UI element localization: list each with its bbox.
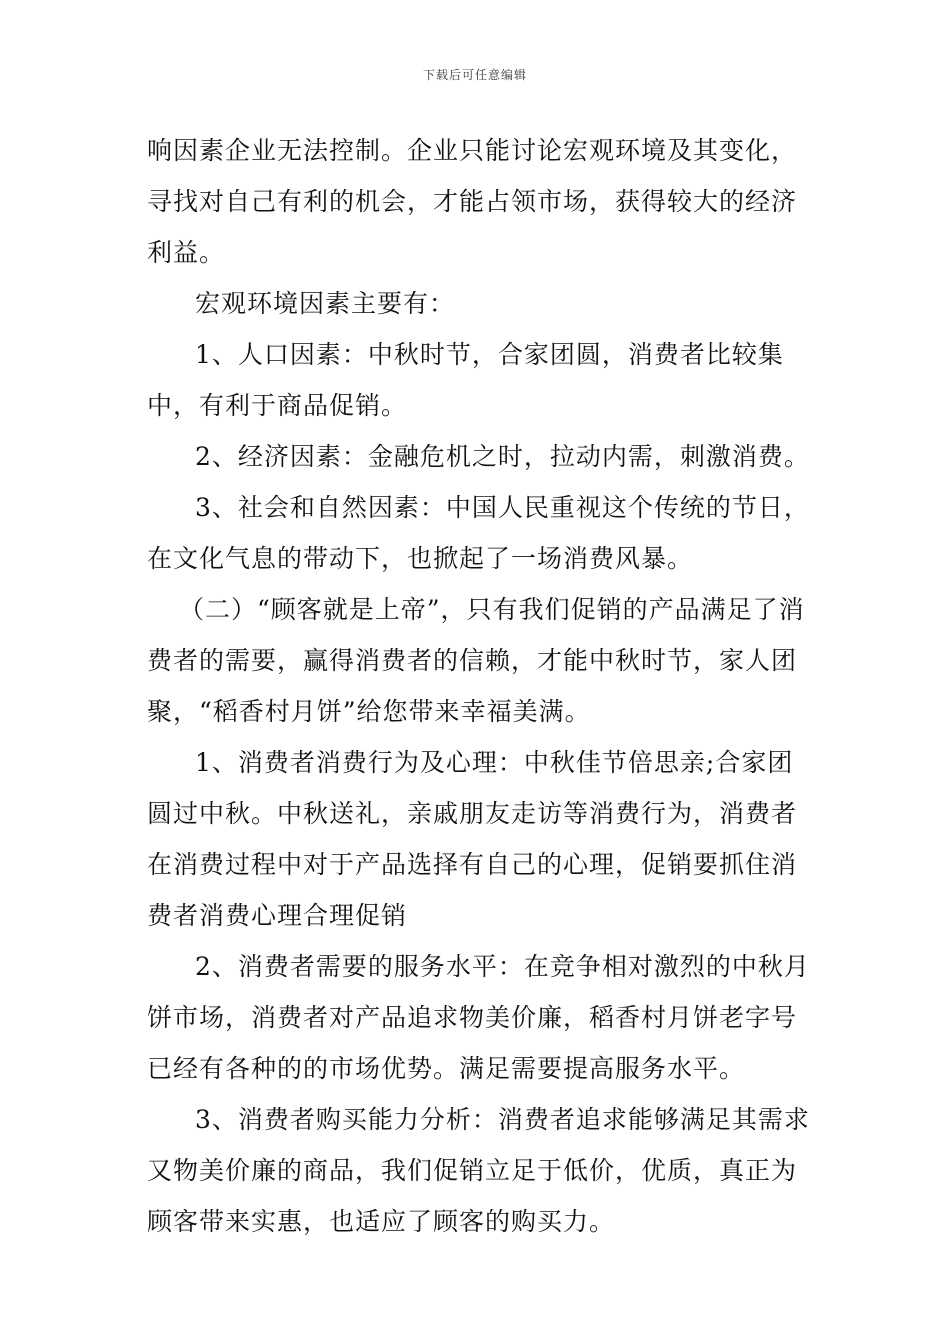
paragraph-consumer-behavior: 1、消费者消费行为及心理：中秋佳节倍思亲;合家团圆过中秋。中秋送礼，亲戚朋友走访等消费行为，消费者在消费过程中对于产品选择有自己的心理，促销要抓住消费者消费心理合理促销 xyxy=(147,748,798,930)
document-body xyxy=(147,125,817,1247)
paragraph-economic-factor: 2、经济因素：金融危机之时，拉动内需，刺激消费。 xyxy=(195,442,810,471)
paragraph-service-level: 2、消费者需要的服务水平：在竞争相对激烈的中秋月饼市场，消费者对产品追求物美价廉，稻香村月饼老字号已经有各种的的市场优势。满足需要提高服务水平。 xyxy=(147,952,810,1083)
paragraph-macro-factors-heading: 宏观环境因素主要有： xyxy=(195,289,456,318)
paragraph-population-factor: 1、人口因素：中秋时节，合家团圆，消费者比较集中，有利于商品促销。 xyxy=(147,340,784,420)
paragraph-social-natural-factor: 3、社会和自然因素：中国人民重视这个传统的节日，在文化气息的带动下，也掀起了一场消费风暴。 xyxy=(147,493,810,573)
paragraph-customer-is-god: （二）“顾客就是上帝”，只有我们促销的产品满足了消费者的需要，赢得消费者的信赖，才能中秋时节，家人团聚，“稻香村月饼”给您带来幸福美满。 xyxy=(147,595,805,726)
paragraph-purchasing-power: 3、消费者购买能力分析：消费者追求能够满足其需求又物美价廉的商品，我们促销立足于低价，优质，真正为顾客带来实惠，也适应了顾客的购买力。 xyxy=(147,1105,810,1236)
header-note: 下载后可任意编辑 xyxy=(422,68,527,82)
paragraph-continuation: 响因素企业无法控制。企业只能讨论宏观环境及其变化，寻找对自己有利的机会，才能占领市场，获得较大的经济利益。 xyxy=(147,136,798,267)
